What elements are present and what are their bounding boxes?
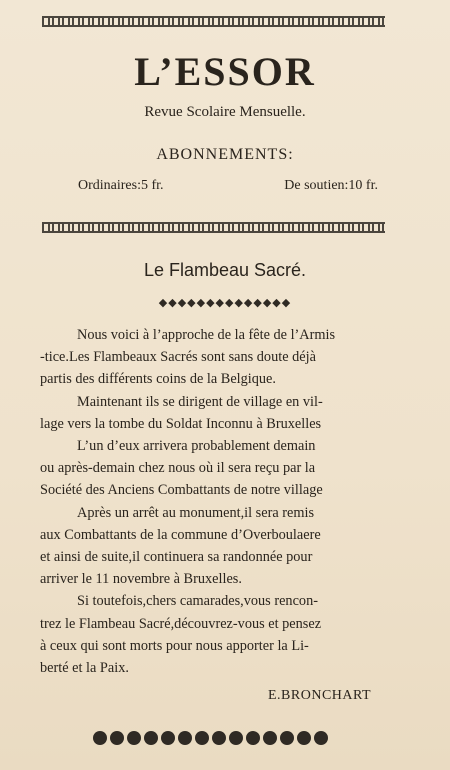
body-line: berté et la Paix. bbox=[40, 660, 129, 677]
ornament-dot bbox=[280, 731, 294, 745]
article-title: Le Flambeau Sacré. bbox=[143, 260, 307, 280]
body-line: ou après-demain chez nous où il sera reçu par la bbox=[40, 460, 316, 477]
support-price: De soutien:10 fr. bbox=[284, 178, 378, 193]
diamond-ornament: ◆◆◆◆◆◆◆◆◆◆◆◆◆◆ bbox=[158, 297, 292, 309]
body-line: Après un arrêt au monument,il sera remis bbox=[77, 504, 315, 521]
body-line: L’un d’eux arrivera probablement demain bbox=[77, 438, 316, 455]
body-line: et ainsi de suite,il continuera sa randonnée pour bbox=[40, 549, 313, 566]
body-line: -tice.Les Flambeaux Sacrés sont sans doute déjà bbox=[40, 349, 316, 366]
ornament-dot bbox=[144, 731, 158, 745]
ornament-dot bbox=[93, 731, 107, 745]
body-line: à ceux qui sont morts pour nous apporter la Li- bbox=[40, 637, 309, 654]
ornament-dot bbox=[161, 731, 175, 745]
body-line: arriver le 11 novembre à Bruxelles. bbox=[40, 571, 242, 588]
ornament-dot bbox=[110, 731, 124, 745]
body-line: trez le Flambeau Sacré,découvrez-vous et pensez bbox=[40, 615, 322, 632]
article-body bbox=[40, 324, 400, 679]
ornament-dot bbox=[178, 731, 192, 745]
ornament-dot bbox=[314, 731, 328, 745]
body-line: Société des Anciens Combattants de notre village bbox=[40, 482, 323, 499]
ordinary-price: Ordinaires:5 fr. bbox=[78, 178, 164, 193]
author-signature: E.BRONCHART bbox=[268, 688, 372, 703]
ornament-dot bbox=[297, 731, 311, 745]
subscriptions-heading: ABONNEMENTS: bbox=[156, 146, 294, 163]
ornament-dot bbox=[263, 731, 277, 745]
ornament-dot bbox=[127, 731, 141, 745]
greek-key-border-middle bbox=[42, 222, 385, 233]
ornament-dot bbox=[229, 731, 243, 745]
ornament-dot bbox=[212, 731, 226, 745]
ornament-dot bbox=[195, 731, 209, 745]
body-line: aux Combattants de la commune d’Overboulaere bbox=[40, 526, 321, 543]
body-line: partis des différents coins de la Belgique. bbox=[40, 371, 276, 388]
body-line: Nous voici à l’approche de la fête de l’Armis bbox=[77, 327, 336, 343]
bottom-ornament bbox=[93, 731, 333, 747]
subscription-prices bbox=[78, 178, 378, 194]
journal-subtitle: Revue Scolaire Mensuelle. bbox=[144, 104, 306, 120]
greek-key-border-top bbox=[42, 16, 385, 27]
body-line: Maintenant ils se dirigent de village en vil- bbox=[77, 393, 323, 410]
body-line: Si toutefois,chers camarades,vous rencon- bbox=[77, 593, 318, 610]
ornament-dot bbox=[246, 731, 260, 745]
body-line: lage vers la tombe du Soldat Inconnu à Bruxelles bbox=[40, 415, 322, 432]
journal-title: L’ESSOR bbox=[134, 49, 316, 94]
